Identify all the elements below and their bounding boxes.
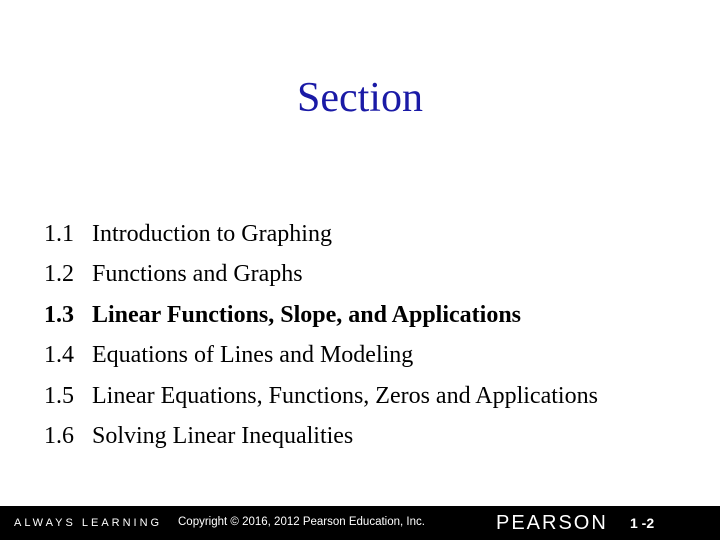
- section-number: 1.5: [44, 382, 74, 409]
- slide-title: Section: [297, 75, 423, 121]
- copyright-notice: Copyright © 2016, 2012 Pearson Education, Inc.: [178, 516, 425, 528]
- section-title: Linear Equations, Functions, Zeros and Applications: [92, 382, 598, 409]
- section-number: 1.6: [44, 423, 74, 450]
- brand-logo: PEARSON: [496, 512, 608, 534]
- section-title: Solving Linear Inequalities: [92, 423, 354, 450]
- section-title: Linear Functions, Slope, and Applications: [92, 301, 521, 328]
- list-item: [44, 376, 598, 416]
- section-title: Functions and Graphs: [92, 261, 303, 288]
- page-number: 1 -2: [630, 515, 655, 531]
- section-title: Equations of Lines and Modeling: [92, 342, 414, 369]
- section-number: 1.2: [44, 261, 74, 288]
- list-item: [44, 254, 598, 294]
- section-title: Introduction to Graphing: [92, 221, 332, 247]
- list-item: [44, 416, 598, 456]
- section-list: [44, 214, 598, 456]
- list-item: [44, 214, 598, 254]
- section-number: 1.1: [44, 221, 74, 247]
- section-number: 1.3: [44, 301, 74, 328]
- footer-tagline: ALWAYS LEARNING: [14, 517, 163, 529]
- list-item-current: [44, 295, 598, 335]
- footer-bar: [0, 506, 720, 540]
- section-number: 1.4: [44, 342, 74, 369]
- list-item: [44, 335, 598, 375]
